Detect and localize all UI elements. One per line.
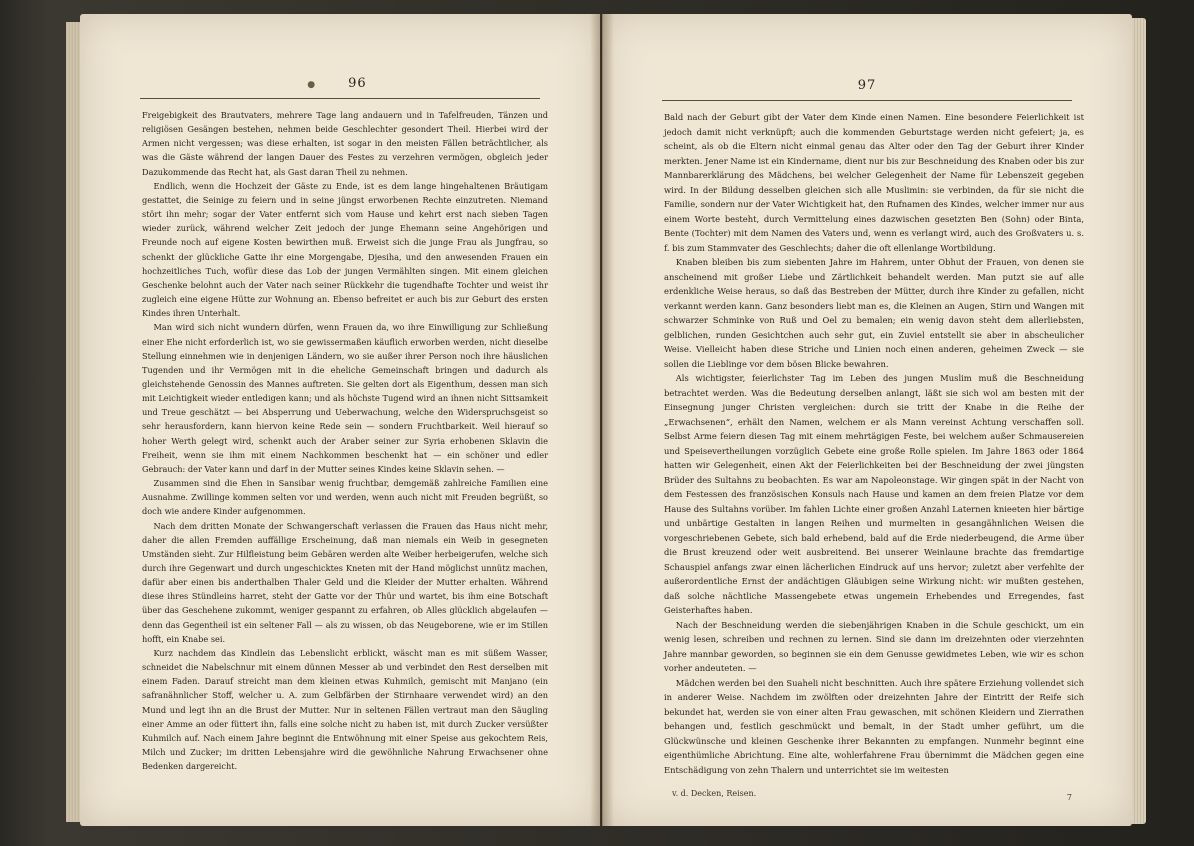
paragraph: Zusammen sind die Ehen in Sansibar wenig fruchtbar, demgemäß zahlreiche Familien eine Ausnahme. Zwillinge kommen selten vor und werden, wenn auch nicht mit Freuden begrüßt, so doch wie andere Kinder aufgenommen.: [142, 478, 548, 517]
left-page-edges: [66, 22, 80, 822]
paragraph: Bald nach der Geburt gibt der Vater dem Kinde einen Namen. Eine besondere Feierlichkeit ist jedoch damit nicht verknüpft; auch die kommenden Geburtstage werden nicht gefeiert; ja, es scheint, als ob die Eltern nicht einmal genau das Alter oder den Tag der Geburt ihrer Kinder merkten. Jener Name ist ein Kindername, dient nur bis zur Beschneidung des Knaben oder bis zur Mannbarerklärung des Mädchens, bei welcher Gelegenheit der Name für Lebenszeit gegeben wird. In der Bildung desselben gleichen sich alle Muslimin: sie verbinden, da für sie nicht die Familie, sondern nur der Vater Wichtigkeit hat, den Rufnamen des Kindes, welcher immer nur aus einem Worte besteht, durch Vermittelung eines dazwischen gesetzten Ben (Sohn) oder Binta, Bente (Tochter) mit dem Namen des Vaters und, wenn es verlangt wird, auch des Großvaters u. s. f. bis zum Stammvater des Geschlechts; daher die oft ellenlange Wortbildung.: [664, 112, 1084, 253]
right-page-header: [602, 78, 1132, 93]
paragraph: Nach der Beschneidung werden die siebenjährigen Knaben in die Schule geschickt, um ein wenig lesen, schreiben und rechnen zu lernen. Sind sie dann im dreizehnten oder vierzehnten Jahre mannbar geworden, so beginnen sie ein dem Genusse gewidmetes Leben, wie wir es schon vorher andeuteten. —: [664, 619, 1084, 673]
ornament-icon: ●: [307, 80, 317, 90]
paragraph: Freigebigkeit des Brautvaters, mehrere Tage lang andauern und in Tafelfreuden, Tänzen und religiösen Gesängen bestehen, nehmen beide Geschlechter gesondert Theil. Hierbei wird der Armen nicht vergessen; was diese erhalten, ist sogar in den meisten Fällen beträchtlicher, als was die Gäste während der langen Dauer des Festes zu verzehren vermögen, obgleich jeder Dazukommende das Recht hat, als Gast daran Theil zu nehmen.: [142, 110, 548, 177]
footer-sheet-number: 7: [1066, 793, 1072, 802]
footer-signature: v. d. Decken, Reisen.: [672, 789, 757, 798]
right-page-footer: [672, 789, 1072, 802]
right-page-number: 97: [857, 78, 877, 93]
left-page: [80, 14, 600, 826]
right-page: [602, 14, 1132, 826]
paragraph: Endlich, wenn die Hochzeit der Gäste zu Ende, ist es dem lange hingehaltenen Bräutigam gestattet, die Seinige zu feiern und in seine jüngst erworbenen Rechte einzutreten. Niemand stört ihn mehr; sogar der Vater entfernt sich vom Hause und kehrt erst nach sieben Tagen wieder zurück, während welcher Zeit jedoch der junge Ehemann seine Angehörigen und Freunde noch auf eigene Kosten bewirthen muß. Erweist sich die junge Frau als Jungfrau, so schenkt der glückliche Gatte ihr eine Morgengabe, Djesiha, und den anwesenden Frauen ein hochzeitliches Tuch, wofür diese das Lob der jungen Vermählten singen. Mit einem gleichen Geschenke belohnt auch der Vater nach seiner Rückkehr die tugendhafte Tochter und weist ihr zugleich eine eigene Hütte zur Wohnung an. Ebenso befreitet er auch bis zur Geburt des ersten Kindes ihren Unterhalt.: [142, 180, 548, 319]
left-page-header: [80, 76, 600, 91]
right-page-edges: [1132, 18, 1146, 824]
paragraph: Als wichtigster, feierlichster Tag im Leben des jungen Muslim muß die Beschneidung betrachtet werden. Was die Bedeutung derselben anlangt, läßt sie sich wol am besten mit der Einsegnung junger Christen vergleichen: durch sie tritt der Knabe in die Reihe der „Erwachsenen“, erhält den Namen, welchem er als Mann vereinst Achtung verschaffen soll. Selbst Arme feiern diesen Tag mit einem mehrtägigen Feste, bei welchem außer Schmausereien und Speisevertheilungen vorzüglich Gebete eine große Rolle spielen. Im Jahre 1863 oder 1864 hatten wir Gelegenheit, einen Akt der Feierlichkeiten bei der Beschneidung der zwei jüngsten Brüder des Sultahns zu beobachten. Es war am Napoleonstage. Wir gingen spät in der Nacht von dem Festessen des französischen Konsuls nach Hause und kamen an dem freien Platze vor dem Hause des Sultahns vorüber. Im fahlen Lichte einer großen Anzahl Laternen knieeten hier bärtige und unbärtige Gestalten in langen Reihen und murmelten in gesangähnlichen Weisen die vorgeschriebenen Gebete, sich bald erhebend, bald auf die Erde niederbeugend, die Arme über die Brust kreuzend oder weit ausbreitend. Bei unserer Weinlaune brachte das fremdartige Schauspiel anfangs zwar einen lächerlichen Eindruck auf uns hervor; zuletzt aber verfehlte der außerordentliche Ernst der andächtigen Gläubigen seine Wirkung nicht: wir mußten gestehen, daß solche nächtliche Massengebete etwas ungemein Erhebendes und Erregendes, fast Geisterhaftes haben.: [664, 373, 1084, 615]
left-page-number: 96: [348, 76, 367, 91]
right-page-body: [664, 110, 1084, 777]
left-page-body: [142, 108, 548, 773]
left-header-rule: [140, 98, 540, 99]
paragraph: Knaben bleiben bis zum siebenten Jahre im Hahrem, unter Obhut der Frauen, von denen sie anscheinend mit großer Liebe und Zärtlichkeit behandelt werden. Man putzt sie auf alle erdenkliche Weise heraus, so daß das Bestreben der Mütter, durch ihre Kinder zu gefallen, nicht verkannt werden kann. Ganz besonders liebt man es, die Kleinen an Augen, Stirn und Wangen mit schwarzer Schminke von Ruß und Oel zu bemalen; ein wenig davon steht dem allerliebsten, gelblichen, runden Gesichtchen auch sehr gut, ein Zuviel entstellt sie aber in abscheulicher Weise. Vielleicht haben diese Striche und Linien noch einen anderen, geheimen Zweck — sie sollen die Lieblinge vor dem bösen Blicke bewahren.: [664, 257, 1084, 369]
right-header-rule: [662, 100, 1072, 101]
paragraph: Kurz nachdem das Kindlein das Lebenslicht erblickt, wäscht man es mit süßem Wasser, schneidet die Nabelschnur mit einem dünnen Messer ab und verbindet den Rest derselben mit einem Faden. Darauf streicht man dem kleinen etwas Kuhmilch, gemischt mit Manjano (ein safranähnlicher Stoff, welcher u. A. zum Gelbfärben der Stirnhaare verwendet wird) an den Mund und legt ihn an die Brust der Mutter. Nur in seltenen Fällen vertraut man den Säugling einer Amme an oder füttert ihn, falls eine solche nicht zu haben ist, mit durch Zucker versüßter Kuhmilch auf. Nach einem Jahre beginnt die Entwöhnung mit einer Speise aus gekochtem Reis, Milch und Zucker; im dritten Lebensjahre wird die gewöhnliche Nahrung Erwachsener ohne Bedenken dargereicht.: [142, 647, 548, 772]
paragraph: Man wird sich nicht wundern dürfen, wenn Frauen da, wo ihre Einwilligung zur Schließung einer Ehe nicht erforderlich ist, wo sie gewissermaßen käuflich erworben werden, nicht dieselbe Stellung einnehmen wie in denjenigen Ländern, wo sie außer ihrer Person noch ihre häuslichen Tugenden und ihr Vermögen mit in die eheliche Gemeinschaft bringen und dadurch als gleichstehende Genossin des Mannes auftreten. Sie gelten dort als Eigenthum, dessen man sich mit Leichtigkeit wieder entledigen kann; und als höchste Tugend wird an ihnen nicht Sittsamkeit und Treue geschätzt — bei Absperrung und Ueberwachung, welche den Widerspruchsgeist so sehr herausfordern, kann hiervon keine Rede sein — sondern Fruchtbarkeit. Weil hierauf so hoher Werth gelegt wird, schenkt auch der Araber seiner zur Syria erhobenen Sklavin die Freiheit, wenn sie ihm mit einem Nachkommen beschenkt hat — ein schöner und edler Gebrauch: der Vater kann und darf in der Mutter seines Kindes keine Sklavin sehen. —: [142, 322, 548, 474]
paragraph: Nach dem dritten Monate der Schwangerschaft verlassen die Frauen das Haus nicht mehr, daher die allen Fremden auffällige Erscheinung, daß man niemals ein Weib in gesegneten Umständen sieht. Zur Hilfleistung beim Gebären werden alte Weiber herbeigerufen, welche sich durch ihre Gegenwart und durch ungeschicktes Kneten mit der Hand möglichst unnütz machen, dafür aber einen bis anderthalben Thaler Geld und die Kleider der Mutter erhalten. Während diese ihres Stündleins harret, steht der Gatte vor der Thür und wartet, bis ihm eine Botschaft über das Geschehene zukommt, weniger gespannt zu erfahren, ob Alles glücklich abgelaufen — denn das Gegentheil ist ein seltener Fall — als zu wissen, ob das Neugeborene, wie er im Stillen hofft, ein Knabe sei.: [142, 520, 548, 644]
paragraph: Mädchen werden bei den Suaheli nicht beschnitten. Auch ihre spätere Erziehung vollendet sich in anderer Weise. Nachdem im zwölften oder dreizehnten Jahre der Eintritt der Reife sich bekundet hat, werden sie von einer alten Frau gewaschen, mit schönen Kleidern und Zierrathen behangen und, festlich geschmückt und bemalt, in der Stadt umher geführt, um die Glückwünsche und kleinen Geschenke ihrer Bekannten zu empfangen. Nunmehr beginnt eine eigenthümliche Abrichtung. Eine alte, wohlerfahrene Frau übernimmt die Mädchen gegen eine Entschädigung von zehn Thalern und unterrichtet sie im weitesten: [664, 677, 1084, 775]
